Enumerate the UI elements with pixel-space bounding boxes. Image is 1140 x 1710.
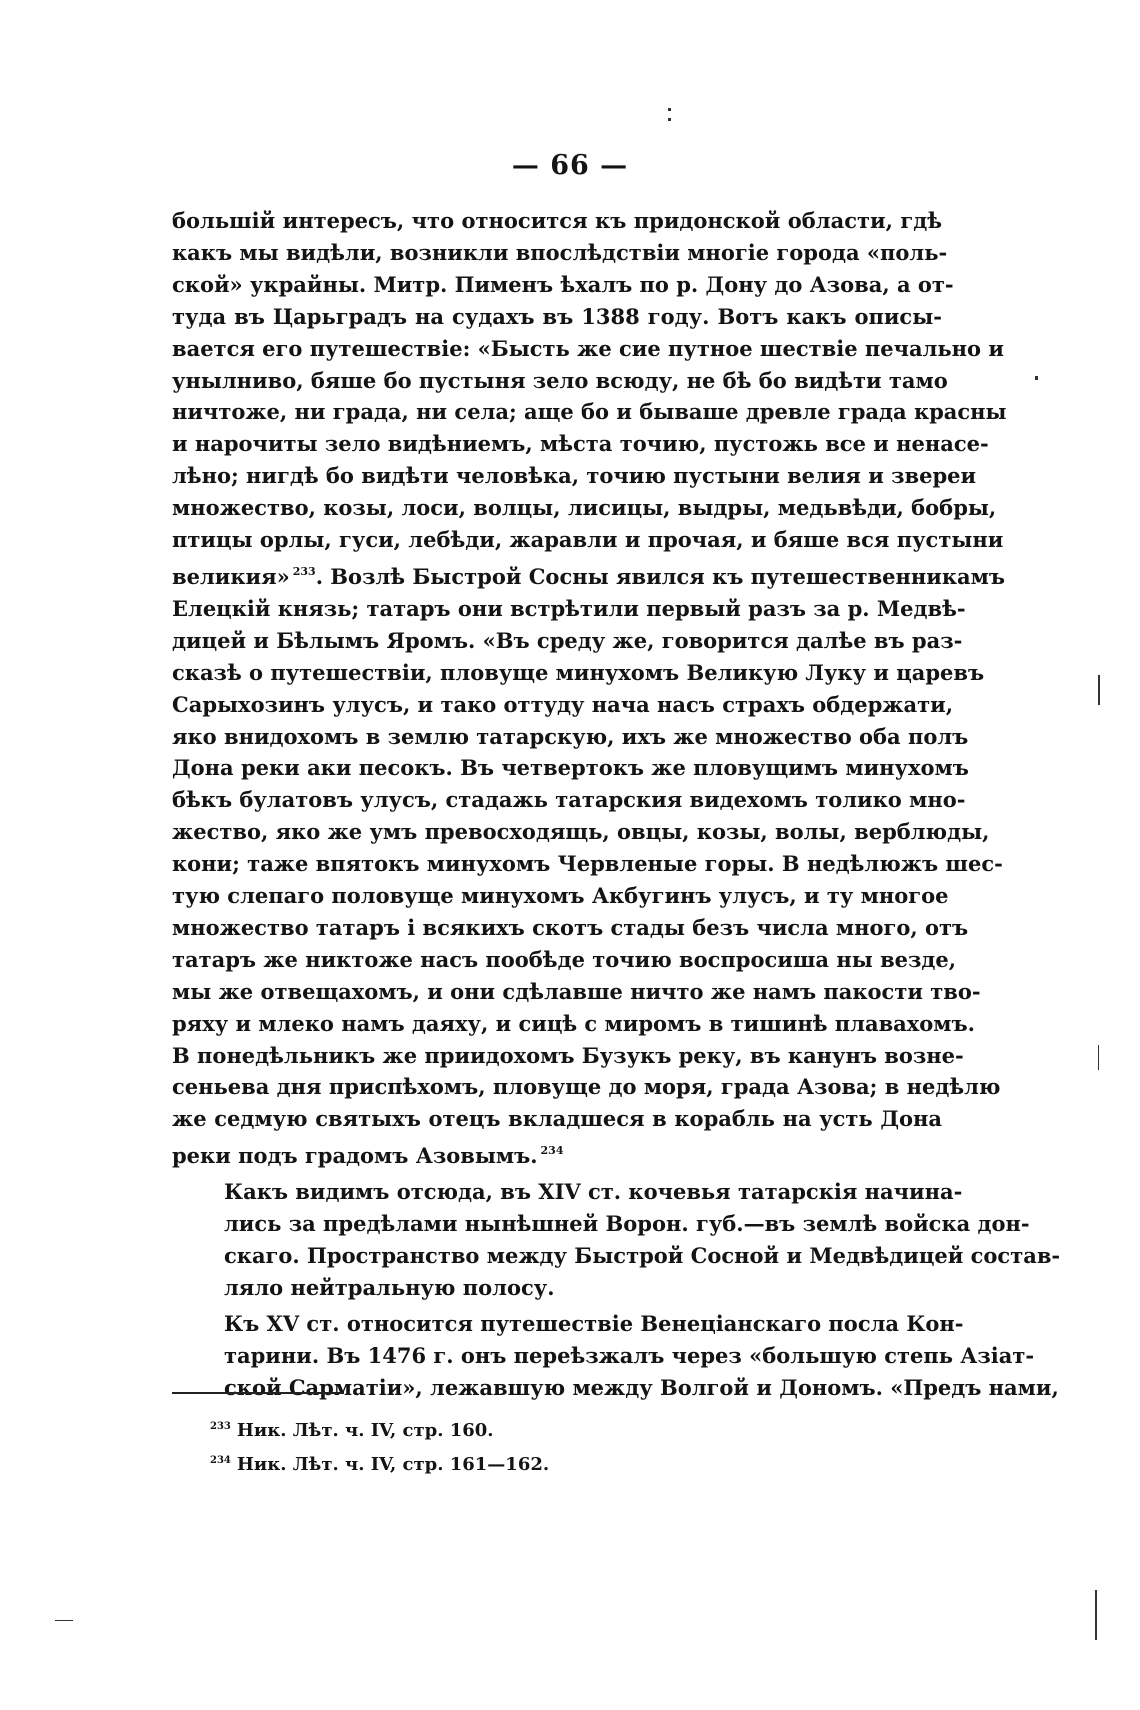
text-line: В понедѣльникъ же приидохомъ Бузукъ реку, въ канунъ возне- xyxy=(172,1042,964,1068)
text-line: большій интересъ, что относится къ придонской области, гдѣ xyxy=(172,208,942,233)
footnote-divider xyxy=(172,1392,344,1394)
text-line: множество татаръ і всякихъ скотъ стады безъ числа много, отъ xyxy=(172,914,969,940)
text-line: птицы орлы, гуси, лебѣди, жаравли и прочая, и бяше вся пустыни xyxy=(172,527,1004,553)
text-line: сказѣ о путешествіи, пловуще минухомъ Великую Луку и царевъ xyxy=(172,659,985,685)
text-line: унылниво, бяше бо пустыня зело всюду, не бѣ бо видѣти тамо xyxy=(172,367,948,393)
text-line: сеньева дня приспѣхомъ, пловуще до моря, града Азова; в недѣлю xyxy=(172,1074,1001,1100)
text-line: ряху и млеко намъ даяху, и сицѣ с миромъ в тишинѣ плавахомъ. xyxy=(172,1010,975,1036)
text-line: тарини. Въ 1476 г. онъ переѣзжалъ через «большую степь Азіат- xyxy=(224,1342,1035,1368)
text-line: и нарочиты зело видѣниемъ, мѣста точию, пустожь все и ненасе- xyxy=(172,431,989,457)
scan-edge-mark xyxy=(1098,675,1100,705)
footnotes xyxy=(210,1412,549,1480)
footnote-ref-234: 234 xyxy=(540,1144,564,1158)
text-line: татаръ же никтоже насъ пообѣде точию воспросиша ны везде, xyxy=(172,946,957,972)
paragraph-1 xyxy=(172,205,1007,1172)
text-line: туда въ Царьградъ на судахъ въ 1388 году. Вотъ какъ описы- xyxy=(172,303,942,329)
text-line: яко внидохомъ в землю татарскую, ихъ же множество оба полъ xyxy=(172,723,969,749)
scan-edge-mark xyxy=(55,1620,73,1621)
scan-speck xyxy=(668,118,671,121)
text-line: мы же отвещахомъ, и они сдѣлавше ничто же намъ пакости тво- xyxy=(172,978,981,1004)
footnote-mark: 233 xyxy=(210,1421,231,1432)
text-line: тую слепаго половуще минухомъ Акбугинъ улусъ, и ту многое xyxy=(172,883,949,909)
body-text xyxy=(172,205,1061,1408)
text-line: Какъ видимъ отсюда, въ XIV ст. кочевья татарскія начина- xyxy=(224,1179,963,1205)
text-line: какъ мы видѣли, возникли впослѣдствіи многіе города «поль- xyxy=(172,239,948,265)
text-line-with-footnote xyxy=(172,1135,942,1172)
text-line: скаго. Пространство между Быстрой Сосной и Медвѣдицей состав- xyxy=(224,1243,1061,1268)
text-line: Къ XV ст. относится путешествіе Венеціанскаго посла Кон- xyxy=(224,1310,964,1336)
footnote-233 xyxy=(210,1412,549,1446)
text-line-with-footnote xyxy=(172,556,1005,593)
text-line: ской» украйны. Митр. Пименъ ѣхалъ по р. Дону до Азова, а от- xyxy=(172,271,954,297)
text-line: бѣкъ булатовъ улусъ, стадажь татарския видехомъ толико мно- xyxy=(172,787,966,813)
text-line: ничтоже, ни града, ни села; аще бо и бываше древле града красны xyxy=(172,399,1007,425)
text-line: же седмую святыхъ отецъ вкладшеся в корабль на усть Дона xyxy=(172,1106,942,1132)
scan-speck xyxy=(1035,376,1038,380)
text-line: дицей и Бѣлымъ Яромъ. «Въ среду же, говорится далѣе въ раз- xyxy=(172,627,963,653)
text-line: Дона реки аки песокъ. Въ четвертокъ же пловущимъ минухомъ xyxy=(172,755,969,781)
text-segment: великия» xyxy=(172,563,290,589)
text-segment: реки подъ градомъ Азовымъ. xyxy=(172,1143,538,1169)
paragraph-3 xyxy=(172,1308,1059,1404)
text-line: лѣно; нигдѣ бо видѣти человѣка, точию пустыни велия и звереи xyxy=(172,463,977,489)
scan-edge-mark xyxy=(1098,1045,1099,1070)
text-line: лись за предѣлами нынѣшней Ворон. губ.—въ землѣ войска дон- xyxy=(224,1211,1030,1237)
footnote-ref-233: 233 xyxy=(292,564,316,578)
scan-speck xyxy=(668,108,671,111)
text-segment: . Возлѣ Быстрой Сосны явился къ путешественникамъ xyxy=(315,563,1005,589)
footnote-text: Ник. Лѣт. ч. IV, стр. 161—162. xyxy=(236,1454,550,1475)
text-line: ляло нейтральную полосу. xyxy=(224,1274,555,1300)
text-line: Сарыхозинъ улусъ, и тако оттуду нача насъ страхъ обдержати, xyxy=(172,691,954,717)
text-line: жество, яко же умъ превосходящь, овцы, козы, волы, верблюды, xyxy=(172,819,990,845)
footnote-234 xyxy=(210,1446,549,1480)
text-line: множество, козы, лоси, волцы, лисицы, выдры, медьвѣди, бобры, xyxy=(172,495,997,521)
paragraph-2 xyxy=(172,1176,1061,1304)
footnote-mark: 234 xyxy=(210,1455,231,1466)
text-line: кони; таже впятокъ минухомъ Червленые горы. В недѣлюжъ шес- xyxy=(172,851,1003,877)
footnote-text: Ник. Лѣт. ч. IV, стр. 160. xyxy=(236,1420,494,1441)
page-number: — 66 — xyxy=(511,150,629,181)
text-line: Елецкій князь; татаръ они встрѣтили первый разъ за р. Медвѣ- xyxy=(172,595,966,621)
scan-edge-mark xyxy=(1095,1590,1097,1640)
text-line: ской Сарматіи», лежавшую между Волгой и Дономъ. «Предъ нами, xyxy=(224,1374,1059,1400)
text-line: вается его путешествіе: «Бысть же сие путное шествіе печально и xyxy=(172,335,1004,361)
